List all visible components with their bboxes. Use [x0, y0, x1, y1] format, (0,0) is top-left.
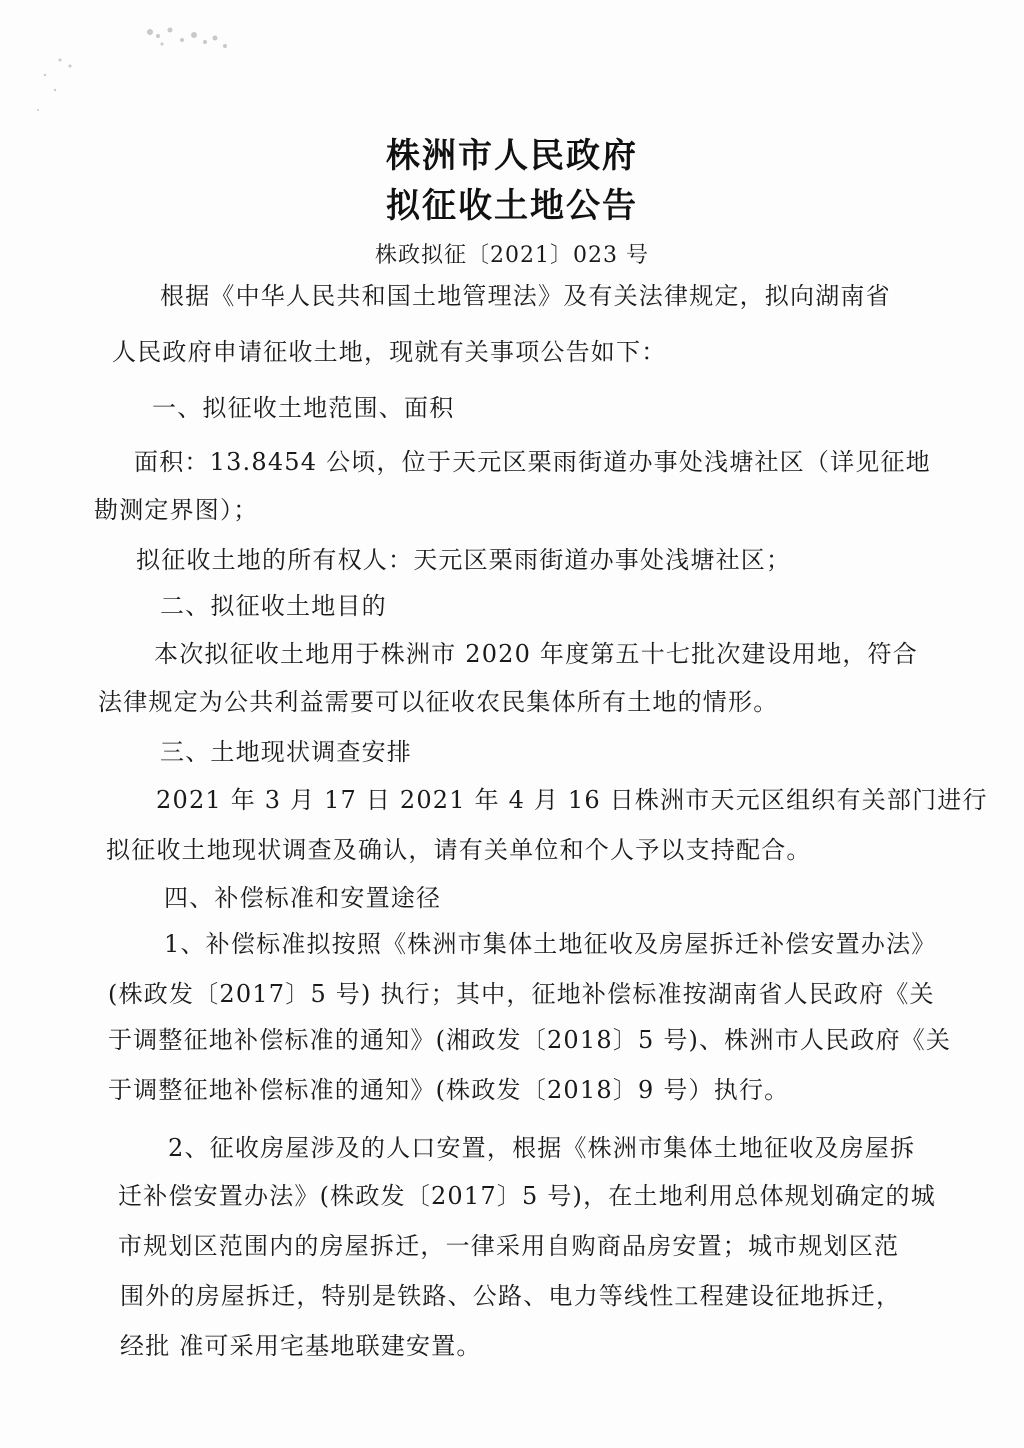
body-line: 于调整征地补偿标准的通知》(湘政发〔2018〕5 号)、株洲市人民政府《关 — [108, 1026, 952, 1054]
notice-title-line-1: 株洲市人民政府 — [386, 136, 638, 176]
body-line: 勘测定界图）； — [94, 496, 259, 524]
body-line: 2、征收房屋涉及的人口安置，根据《株洲市集体土地征收及房屋拆 — [168, 1134, 916, 1162]
body-line: 面积：13.8454 公顷，位于天元区栗雨街道办事处浅塘社区（详见征地 — [134, 448, 931, 476]
section-heading: 二、拟征收土地目的 — [160, 592, 387, 620]
document-number: 株政拟征〔2021〕023 号 — [375, 243, 649, 268]
body-line: 根据《中华人民共和国土地管理法》及有关法律规定，拟向湖南省 — [160, 282, 891, 310]
section-heading: 一、拟征收土地范围、面积 — [152, 394, 455, 422]
body-line: 法律规定为公共利益需要可以征收农民集体所有土地的情形。 — [98, 688, 779, 716]
body-line: 2021 年 3 月 17 日 2021 年 4 月 16 日株洲市天元区组织有关部门进行 — [156, 786, 988, 814]
body-line: 迁补偿安置办法》(株政发〔2017〕5 号)，在土地利用总体规划确定的城 — [118, 1182, 936, 1210]
body-line: 拟征收土地的所有权人：天元区栗雨街道办事处浅塘社区； — [136, 546, 792, 574]
body-line: 人民政府申请征收土地，现就有关事项公告如下： — [112, 338, 667, 366]
body-line: 经批 准可采用宅基地联建安置。 — [120, 1332, 482, 1360]
body-line: (株政发〔2017〕5 号) 执行；其中，征地补偿标准按湖南省人民政府《关 — [108, 980, 935, 1008]
body-line: 拟征收土地现状调查及确认，请有关单位和个人予以支持配合。 — [106, 836, 812, 864]
section-heading: 三、土地现状调查安排 — [160, 738, 412, 766]
body-line: 市规划区范围内的房屋拆迁，一律采用自购商品房安置；城市规划区范 — [118, 1232, 900, 1260]
notice-title-line-2: 拟征收土地公告 — [386, 186, 638, 226]
scan-noise-specks — [0, 0, 260, 130]
body-line: 于调整征地补偿标准的通知》(株政发〔2018〕9 号）执行。 — [108, 1076, 790, 1104]
body-line: 1、补偿标准拟按照《株洲市集体土地征收及房屋拆迁补偿安置办法》 — [164, 930, 937, 958]
section-heading: 四、补偿标准和安置途径 — [164, 884, 442, 912]
body-line: 本次拟征收土地用于株洲市 2020 年度第五十七批次建设用地，符合 — [154, 640, 918, 668]
body-line: 围外的房屋拆迁，特别是铁路、公路、电力等线性工程建设征地拆迁， — [120, 1282, 902, 1310]
